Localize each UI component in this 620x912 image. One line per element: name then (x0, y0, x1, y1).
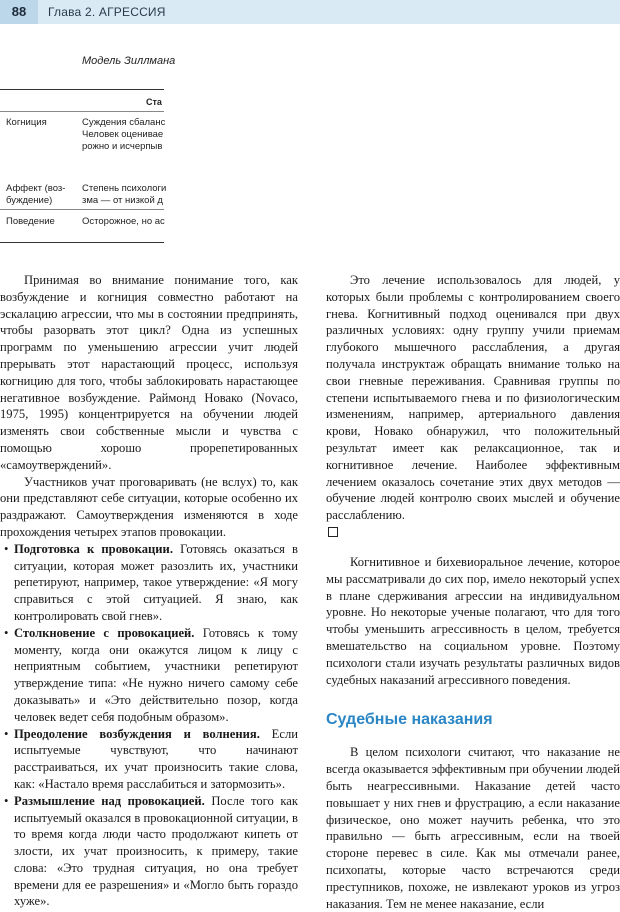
list-item-text: Готовясь к тому моменту, когда они окажутся лицом к лицу с неприятным событием, участники репетируют утверждение типа: «Не нужно ничего самому себе доказывать» и «Это действительно позор, когда человек ведет себя подобным образом». (14, 625, 298, 724)
bullet-marker: • (4, 625, 9, 640)
list-item-title: Столкновение с провокацией. (14, 625, 195, 640)
row-label-affect: буждение) (6, 195, 53, 206)
left-column (0, 272, 298, 910)
list-item-text: Готовясь оказаться в ситуации, которая может разозлить их, участники репетируют, например, такое утверждение: «Я могу справиться с этой ситуацией. Я знаю, как контролировать свой гнев». (14, 541, 298, 623)
paragraph: В целом психологи считают, что наказание не всегда оказывается эффективным при обучении людей быть неагрессивными. Наказание детей часто повышает у них гнев и фрустрацию, а если наказание физическое, оно может научить ребенка, что это правильно — быть агрессивным, если на твоей стороне перевес в силе. Как мы отмечали ранее, психопаты, которые часто встречаются среди преступников, похоже, не извлекают уроков из угроз наказания. Тем не менее наказание, если (326, 745, 620, 911)
row-cell-behavior: Осторожное, но ас (82, 216, 165, 227)
bullet-marker: • (4, 541, 9, 556)
table-top-rule (0, 89, 164, 90)
list-item-text: Если испытуемые чувствуют, что начинают расстраиваться, их учат произносить такие слова, как: «Настало время расслабиться и затормозить». (14, 726, 298, 791)
paragraph: Участников учат проговаривать (не вслух) то, как они представляют себе ситуации, которые особенно их раздражают. Самоутверждения изменяются в ходе прохождения четырех этапов провокации. (0, 474, 298, 539)
list-item (0, 625, 298, 726)
running-header (0, 0, 620, 24)
paragraph: Это лечение использовалось для людей, у которых были проблемы с контролированием своего гнева. Когнитивный подход оценивался при двух различных условиях: одну группу учили приемам глубокого мышечного расслабления, а другая получала инструктаж обращать внимание только на свои гневные переживания. Сравнивая группы по степени испытываемого гнева и по физиологическим изменениям, например, артериального давления крови, Новако обнаружил, что положительный результат имеет как релаксационное, так и когнитивное лечение. Наиболее эффективным лечением оказалось сочетание этих двух методов — обучение людей контролю своих мыслей и обучение расслаблению. (326, 273, 620, 523)
bullet-marker: • (4, 726, 9, 741)
spacer (326, 537, 620, 554)
row-cell-affect: зма — от низкой д (82, 195, 163, 206)
list-item (0, 793, 298, 911)
table-stage-header: Ста (146, 97, 162, 107)
paragraph: Принимая во внимание понимание того, как возбуждение и когниция совместно работают на эскалацию агрессии, что мы в состоянии предпринять, чтобы разорвать этот цикл? Одна из успешных программ по уменьшению агрессии учит людей прерывать этот нарастающий процесс, используя когницию для того, чтобы заблокировать нарастающее негативное возбуждение. Раймонд Новако (Novaco, 1975, 1995) концентрируется на обучении людей изменять свои собственные мысли и чувства с помощью хорошо прорепетированных «самоутверждений». (0, 273, 298, 472)
table-bottom-rule (0, 242, 164, 243)
table-header-rule (0, 111, 164, 112)
row-cell-cognition: рожно и исчерпыв (82, 141, 163, 152)
list-item-title: Подготовка к провокации. (14, 541, 173, 556)
row-cell-cognition: Суждения сбаланс (82, 117, 166, 128)
stage-table (0, 89, 167, 244)
list-item-title: Преодоление возбуждения и волнения. (14, 726, 260, 741)
section-heading: Судебные наказания (326, 711, 493, 729)
list-item-text: После того как испытуемый оказался в провокационной ситуации, в то время когда люди часто продолжают кипеть от злости, их учат произносить, к примеру, такие слова: «Это трудная ситуация, но она требует времени для ее разрешения» и «Могло быть гораздо хуже». (14, 793, 298, 909)
row-cell-cognition: Человек оценивае (82, 129, 164, 140)
bullet-marker: • (4, 793, 9, 808)
page-number: 88 (0, 0, 38, 24)
list-item (0, 541, 298, 625)
row-label-behavior: Поведение (6, 216, 55, 227)
right-column (326, 272, 620, 912)
list-item (0, 726, 298, 793)
row-label-cognition: Когниция (6, 117, 47, 128)
end-of-box-icon (328, 527, 338, 537)
table-row-rule (0, 209, 164, 210)
running-title: Глава 2. АГРЕССИЯ (48, 5, 166, 19)
table-caption: Модель Зиллмана (82, 55, 176, 67)
paragraph: Когнитивное и бихевиоральное лечение, которое мы рассматривали до сих пор, имело некоторый успех в плане сдерживания агрессии на индивидуальном уровне. Но некоторые ученые полагают, что для того чтобы уменьшить агрессивность в целом, требуется вмешательство на социальном уровне. Поэтому психологи стали изучать результаты различных видов судебных наказаний агрессивного поведения. (326, 554, 620, 687)
list-item-title: Размышление над провокацией. (14, 793, 205, 808)
row-cell-affect: Степень психологи (82, 183, 167, 194)
row-label-affect: Аффект (воз- (6, 183, 66, 194)
